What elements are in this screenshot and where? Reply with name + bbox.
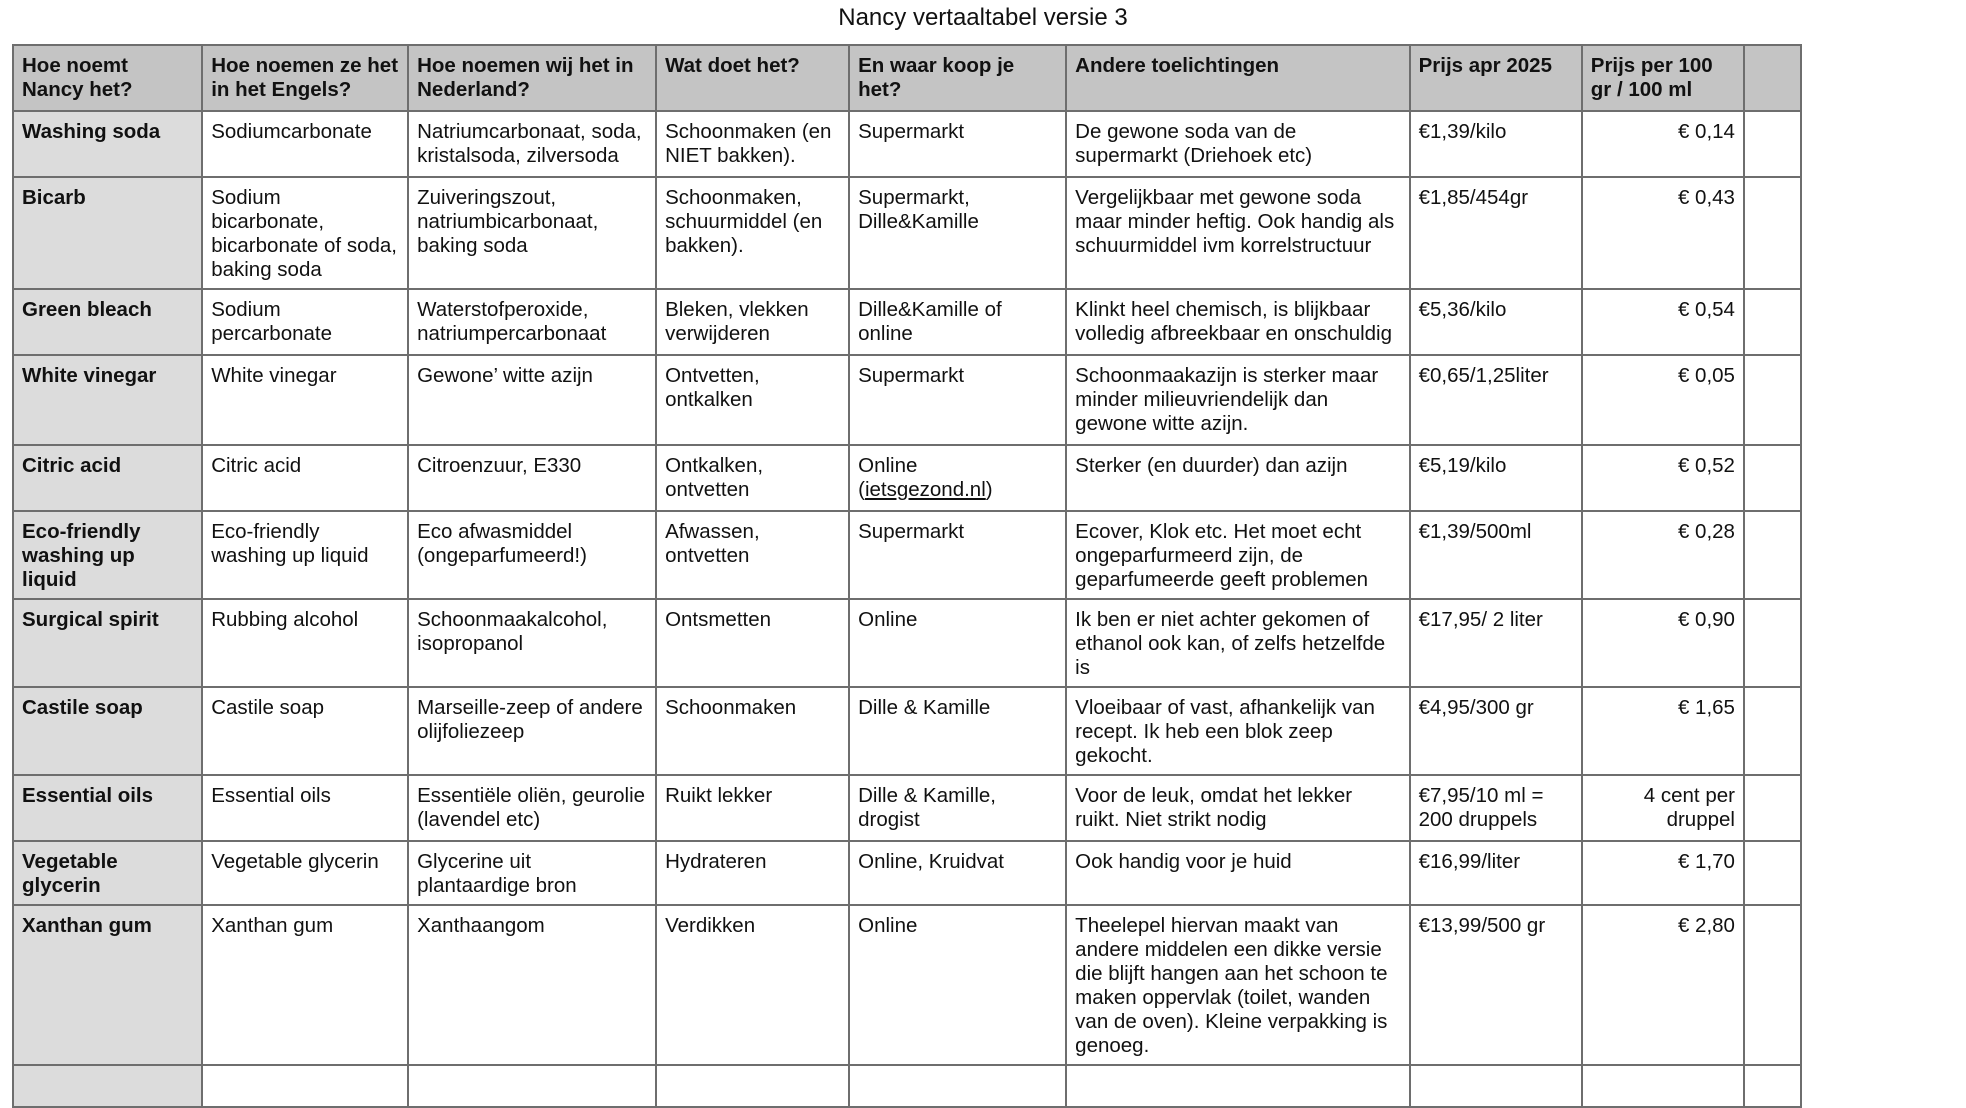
row-english-name: Eco-friendly washing up liquid [202, 511, 408, 599]
row-english-name: Sodiumcarbonate [202, 111, 408, 177]
row-dutch-name: Essentiële oliën, geurolie (lavendel etc) [408, 775, 656, 841]
empty-cell [849, 1065, 1066, 1107]
row-nancy-name: Green bleach [13, 289, 202, 355]
empty-row [13, 1065, 1801, 1107]
empty-cell [408, 1065, 656, 1107]
row-where-to-buy: Supermarkt, Dille&Kamille [849, 177, 1066, 289]
empty-cell [1066, 1065, 1409, 1107]
row-price-per-100: € 0,52 [1582, 445, 1744, 511]
row-purpose: Hydrateren [656, 841, 849, 905]
row-dutch-name: Xanthaangom [408, 905, 656, 1065]
row-nancy-name: Eco-friendly washing up liquid [13, 511, 202, 599]
row-purpose: Ruikt lekker [656, 775, 849, 841]
row-notes: De gewone soda van de supermarkt (Driehoek etc) [1066, 111, 1409, 177]
row-extra-cell [1744, 445, 1801, 511]
table-row [13, 111, 1801, 177]
table-row [13, 445, 1801, 511]
header-english: Hoe noemen ze het in het Engels? [202, 45, 408, 111]
table-row [13, 289, 1801, 355]
row-price-per-100: € 1,70 [1582, 841, 1744, 905]
row-english-name: Essential oils [202, 775, 408, 841]
row-nancy-name: Castile soap [13, 687, 202, 775]
row-price: €4,95/300 gr [1410, 687, 1582, 775]
empty-cell [13, 1065, 202, 1107]
row-notes: Vergelijkbaar met gewone soda maar minder heftig. Ook handig als schuurmiddel ivm korrelstructuur [1066, 177, 1409, 289]
row-notes: Ecover, Klok etc. Het moet echt ongeparfurmeerd zijn, de geparfumeerde geeft problemen [1066, 511, 1409, 599]
row-dutch-name: Schoonmaakalcohol, isopropanol [408, 599, 656, 687]
row-purpose: Afwassen, ontvetten [656, 511, 849, 599]
row-where-to-buy: Dille&Kamille of online [849, 289, 1066, 355]
row-where-to-buy [849, 445, 1066, 511]
header-what: Wat doet het? [656, 45, 849, 111]
row-purpose: Schoonmaken (en NIET bakken). [656, 111, 849, 177]
row-price: €5,19/kilo [1410, 445, 1582, 511]
header-price-per-100: Prijs per 100 gr / 100 ml [1582, 45, 1744, 111]
row-purpose: Verdikken [656, 905, 849, 1065]
shop-link[interactable]: ietsgezond.nl [864, 478, 986, 501]
row-nancy-name: Bicarb [13, 177, 202, 289]
row-price-per-100: € 0,28 [1582, 511, 1744, 599]
row-extra-cell [1744, 177, 1801, 289]
row-english-name: Castile soap [202, 687, 408, 775]
header-extra-column [1744, 45, 1801, 111]
row-extra-cell [1744, 599, 1801, 687]
row-notes: Sterker (en duurder) dan azijn [1066, 445, 1409, 511]
row-price-per-100: € 0,90 [1582, 599, 1744, 687]
row-price: €1,85/454gr [1410, 177, 1582, 289]
row-where-to-buy: Dille & Kamille [849, 687, 1066, 775]
row-english-name: Citric acid [202, 445, 408, 511]
row-nancy-name: Essential oils [13, 775, 202, 841]
row-nancy-name: Vegetable glycerin [13, 841, 202, 905]
empty-cell [1410, 1065, 1582, 1107]
row-extra-cell [1744, 905, 1801, 1065]
table-row [13, 355, 1801, 445]
row-purpose: Ontkalken, ontvetten [656, 445, 849, 511]
row-english-name: Rubbing alcohol [202, 599, 408, 687]
row-purpose: Bleken, vlekken verwijderen [656, 289, 849, 355]
row-where-to-buy: Supermarkt [849, 511, 1066, 599]
table-row [13, 599, 1801, 687]
empty-cell [1582, 1065, 1744, 1107]
header-where: En waar koop je het? [849, 45, 1066, 111]
table-row [13, 511, 1801, 599]
row-nancy-name: Xanthan gum [13, 905, 202, 1065]
row-where-to-buy: Dille & Kamille, drogist [849, 775, 1066, 841]
row-purpose: Schoonmaken, schuurmiddel (en bakken). [656, 177, 849, 289]
row-extra-cell [1744, 775, 1801, 841]
row-nancy-name: Surgical spirit [13, 599, 202, 687]
empty-cell [656, 1065, 849, 1107]
row-price-per-100: 4 cent per druppel [1582, 775, 1744, 841]
row-dutch-name: Eco afwasmiddel (ongeparfumeerd!) [408, 511, 656, 599]
row-price-per-100: € 0,54 [1582, 289, 1744, 355]
row-price: €5,36/kilo [1410, 289, 1582, 355]
row-price-per-100: € 0,05 [1582, 355, 1744, 445]
row-notes: Voor de leuk, omdat het lekker ruikt. Niet strikt nodig [1066, 775, 1409, 841]
row-price-per-100: € 0,43 [1582, 177, 1744, 289]
row-extra-cell [1744, 511, 1801, 599]
row-where-to-buy: Online [849, 905, 1066, 1065]
table-row [13, 905, 1801, 1065]
row-where-to-buy: Supermarkt [849, 111, 1066, 177]
row-where-to-buy: Supermarkt [849, 355, 1066, 445]
header-price: Prijs apr 2025 [1410, 45, 1582, 111]
row-price: €0,65/1,25liter [1410, 355, 1582, 445]
row-price: €13,99/500 gr [1410, 905, 1582, 1065]
row-extra-cell [1744, 355, 1801, 445]
empty-cell [1744, 1065, 1801, 1107]
table-row [13, 177, 1801, 289]
table-row [13, 687, 1801, 775]
row-price: €7,95/10 ml = 200 druppels [1410, 775, 1582, 841]
empty-cell [202, 1065, 408, 1107]
row-english-name: Vegetable glycerin [202, 841, 408, 905]
where-suffix: ) [985, 478, 993, 501]
row-purpose: Ontsmetten [656, 599, 849, 687]
row-dutch-name: Citroenzuur, E330 [408, 445, 656, 511]
row-dutch-name: Natriumcarbonaat, soda, kristalsoda, zilversoda [408, 111, 656, 177]
row-extra-cell [1744, 841, 1801, 905]
row-price: €16,99/liter [1410, 841, 1582, 905]
row-notes: Vloeibaar of vast, afhankelijk van recept. Ik heb een blok zeep gekocht. [1066, 687, 1409, 775]
row-english-name: Sodium bicarbonate, bicarbonate of soda, baking soda [202, 177, 408, 289]
row-notes: Theelepel hiervan maakt van andere middelen een dikke versie die blijft hangen aan het schoon te maken oppervlak (toilet, wanden van de oven). Kleine verpakking is genoeg. [1066, 905, 1409, 1065]
header-notes: Andere toelichtingen [1066, 45, 1409, 111]
row-nancy-name: White vinegar [13, 355, 202, 445]
row-notes: Klinkt heel chemisch, is blijkbaar volledig afbreekbaar en onschuldig [1066, 289, 1409, 355]
row-notes: Ook handig voor je huid [1066, 841, 1409, 905]
row-dutch-name: Glycerine uit plantaardige bron [408, 841, 656, 905]
row-nancy-name: Citric acid [13, 445, 202, 511]
row-purpose: Schoonmaken [656, 687, 849, 775]
row-notes: Ik ben er niet achter gekomen of ethanol ook kan, of zelfs hetzelfde is [1066, 599, 1409, 687]
row-extra-cell [1744, 111, 1801, 177]
table-row [13, 775, 1801, 841]
row-extra-cell [1744, 289, 1801, 355]
row-price-per-100: € 0,14 [1582, 111, 1744, 177]
row-price-per-100: € 1,65 [1582, 687, 1744, 775]
row-nancy-name: Washing soda [13, 111, 202, 177]
row-price: €1,39/kilo [1410, 111, 1582, 177]
table-row [13, 841, 1801, 905]
row-price: €1,39/500ml [1410, 511, 1582, 599]
header-row [13, 45, 1801, 111]
row-extra-cell [1744, 687, 1801, 775]
header-dutch: Hoe noemen wij het in Nederland? [408, 45, 656, 111]
document-title: Nancy vertaaltabel versie 3 [838, 4, 1128, 31]
translation-table [12, 44, 1802, 1108]
row-price: €17,95/ 2 liter [1410, 599, 1582, 687]
row-english-name: Sodium percarbonate [202, 289, 408, 355]
row-price-per-100: € 2,80 [1582, 905, 1744, 1065]
row-purpose: Ontvetten, ontkalken [656, 355, 849, 445]
where-prefix: Online ( [858, 454, 918, 501]
row-dutch-name: Zuiveringszout, natriumbicarbonaat, baking soda [408, 177, 656, 289]
row-where-to-buy: Online [849, 599, 1066, 687]
row-english-name: White vinegar [202, 355, 408, 445]
row-dutch-name: Marseille-zeep of andere olijfoliezeep [408, 687, 656, 775]
row-dutch-name: Gewone’ witte azijn [408, 355, 656, 445]
header-nancy: Hoe noemt Nancy het? [13, 45, 202, 111]
row-where-to-buy: Online, Kruidvat [849, 841, 1066, 905]
row-dutch-name: Waterstofperoxide, natriumpercarbonaat [408, 289, 656, 355]
row-notes: Schoonmaakazijn is sterker maar minder milieuvriendelijk dan gewone witte azijn. [1066, 355, 1409, 445]
row-english-name: Xanthan gum [202, 905, 408, 1065]
